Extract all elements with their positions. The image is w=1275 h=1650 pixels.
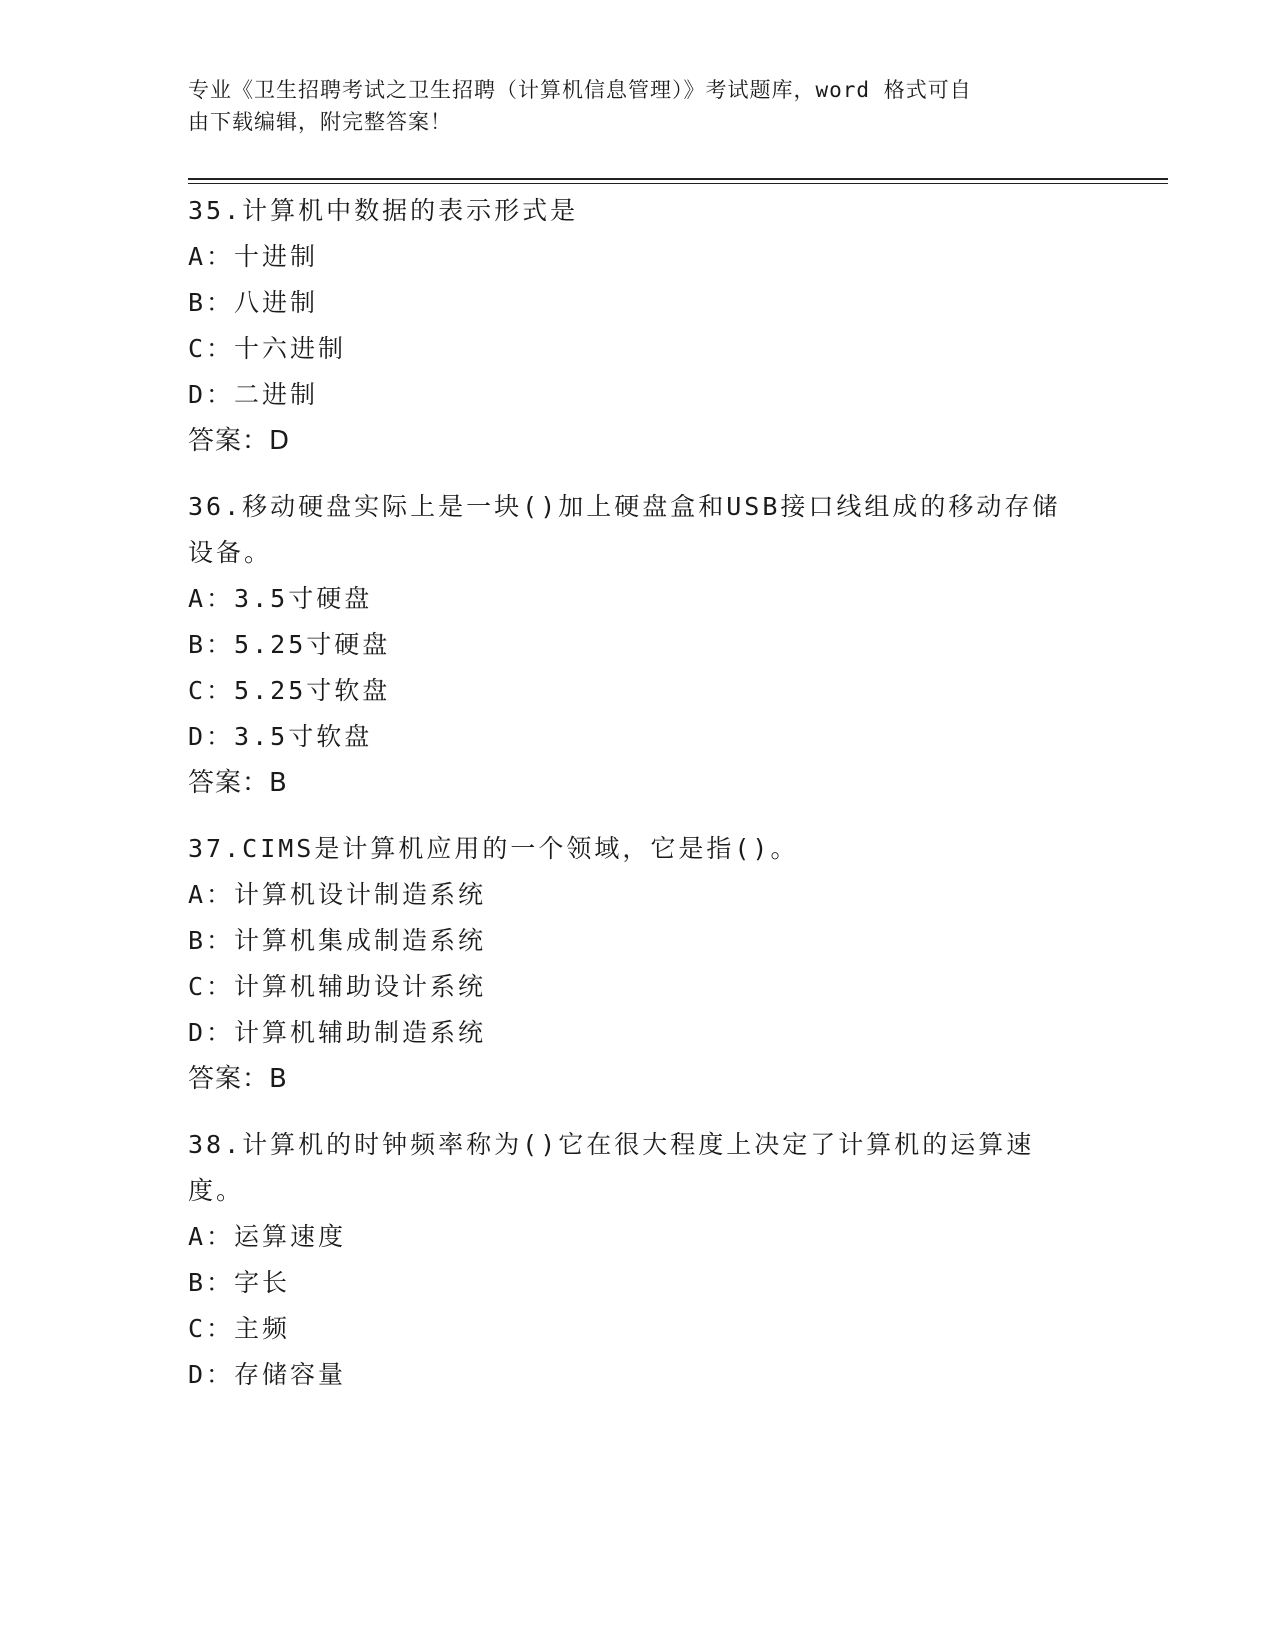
question-36 — [188, 484, 1088, 806]
option-d: D：二进制 — [188, 380, 319, 409]
answer-line: 答案：D — [188, 426, 291, 456]
question-38 — [188, 1122, 1088, 1398]
question-list — [188, 188, 1088, 1418]
option-a: A：运算速度 — [188, 1222, 347, 1251]
option-d: D：存储容量 — [188, 1360, 347, 1389]
header-line-2: 由下载编辑，附完整答案！ — [188, 110, 452, 134]
option-c: C：主频 — [188, 1314, 291, 1343]
option-b: B：计算机集成制造系统 — [188, 926, 487, 955]
document-header — [188, 74, 1088, 138]
header-divider-top — [188, 178, 1168, 180]
question-stem: 37.CIMS是计算机应用的一个领域，它是指()。 — [188, 834, 799, 863]
option-a: A：3.5寸硬盘 — [188, 584, 373, 613]
question-stem: 35.计算机中数据的表示形式是 — [188, 196, 579, 225]
answer-line: 答案：B — [188, 768, 288, 798]
header-line-1: 专业《卫生招聘考试之卫生招聘（计算机信息管理）》考试题库，word 格式可自 — [188, 78, 972, 102]
option-d: D：3.5寸软盘 — [188, 722, 373, 751]
question-stem: 38.计算机的时钟频率称为()它在很大程度上决定了计算机的运算速度。 — [188, 1130, 1035, 1205]
option-a: A：十进制 — [188, 242, 319, 271]
question-35 — [188, 188, 1088, 464]
option-b: B：八进制 — [188, 288, 319, 317]
question-stem: 36.移动硬盘实际上是一块()加上硬盘盒和USB接口线组成的移动存储设备。 — [188, 492, 1061, 567]
option-a: A：计算机设计制造系统 — [188, 880, 487, 909]
option-b: B：字长 — [188, 1268, 291, 1297]
option-d: D：计算机辅助制造系统 — [188, 1018, 487, 1047]
option-b: B：5.25寸硬盘 — [188, 630, 391, 659]
answer-line: 答案：B — [188, 1064, 288, 1094]
question-37 — [188, 826, 1088, 1102]
header-divider-bottom — [188, 183, 1168, 184]
option-c: C：计算机辅助设计系统 — [188, 972, 487, 1001]
option-c: C：5.25寸软盘 — [188, 676, 391, 705]
option-c: C：十六进制 — [188, 334, 347, 363]
